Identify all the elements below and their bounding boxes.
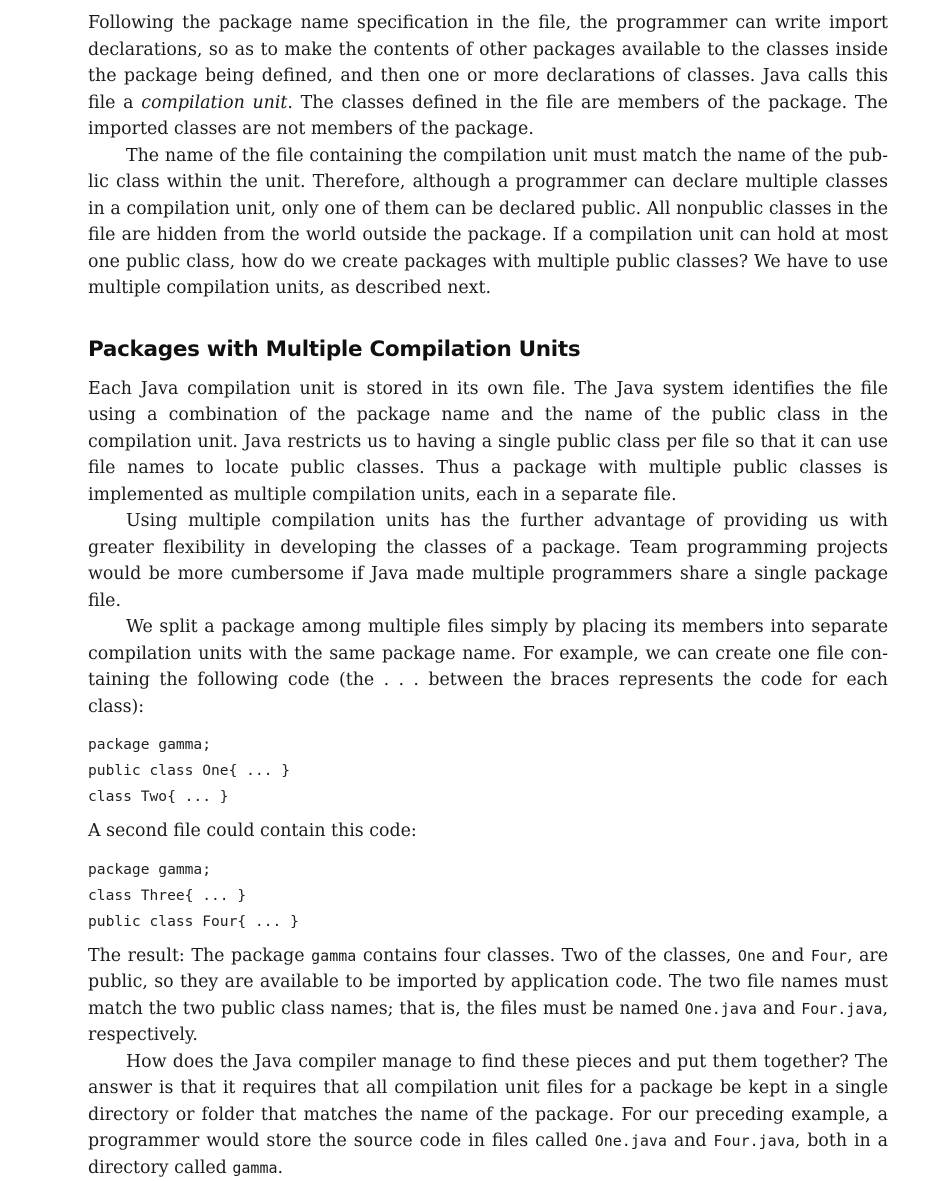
code-line: public class One{ ... } xyxy=(88,758,888,784)
paragraph-1-text: Following the package name specification in the file, the programmer can write import declarations, so as to make the contents of other packages available to the classes inside the package being defined, and then one or more declarations of classes. Java calls this file a xyxy=(88,13,888,113)
inline-code: One.java xyxy=(595,1132,667,1150)
code-line: package gamma; xyxy=(88,857,888,883)
text-run: contains four classes. Two of the classes, xyxy=(356,946,738,966)
code-line: class Two{ ... } xyxy=(88,784,888,810)
inline-code: One xyxy=(738,947,765,965)
inline-code: gamma xyxy=(232,1159,277,1177)
text-run: , are public, so they are available to be imported by application code. The two file names must match the two public class names; that is, the files must be named xyxy=(88,946,888,1019)
paragraph-6: A second file could contain this code: xyxy=(88,818,888,845)
inline-code: Four.java xyxy=(714,1132,795,1150)
inline-code: gamma xyxy=(311,947,356,965)
paragraph-4: Using multiple compilation units has the further advantage of providing us with greater flexibility in developing the classes of a package. Team programming projects would be more cumbersome if Java made multiple programmers share a single package file. xyxy=(88,508,888,614)
code-line: public class Four{ ... } xyxy=(88,909,888,935)
paragraph-3: Each Java compilation unit is stored in its own file. The Java system identifies the file using a combination of the package name and the name of the public class in the compilation unit. Java restricts us to having a single public class per file so that it can use file names to locate public classes. Thus a package with multiple public classes is implemented as multiple compilation units, each in a separate file. xyxy=(88,376,888,509)
paragraph-1 xyxy=(88,10,888,143)
text-run: and xyxy=(757,999,801,1019)
text-run: and xyxy=(667,1131,714,1151)
paragraph-7 xyxy=(88,943,888,1049)
code-line: package gamma; xyxy=(88,732,888,758)
text-run: , both in a directory called xyxy=(88,1131,888,1178)
text-run: and xyxy=(765,946,811,966)
inline-code: One.java xyxy=(685,1000,757,1018)
text-run: The result: The package xyxy=(88,946,311,966)
code-block-second xyxy=(88,857,888,935)
inline-code: Four xyxy=(811,947,847,965)
term-compilation-unit: compilation unit xyxy=(141,93,287,113)
section-heading: Packages with Multiple Compilation Units xyxy=(88,336,888,364)
paragraph-8 xyxy=(88,1049,888,1181)
text-run: , respectively. xyxy=(88,999,888,1046)
code-block-first xyxy=(88,732,888,810)
code-line: class Three{ ... } xyxy=(88,883,888,909)
inline-code: Four.java xyxy=(801,1000,882,1018)
text-run: . xyxy=(278,1158,284,1178)
text-run: How does the Java compiler manage to find these pieces and put them together? The answer is that it requires that all compilation unit files for a package be kept in a single directory or folder that matches the name of the package. For our preceding example, a programmer would store the source code in files called xyxy=(88,1052,888,1152)
paragraph-2: The name of the file containing the compilation unit must match the name of the public class within the unit. Therefore, although a programmer can declare multiple classes in a compilation unit, only one of them can be declared public. All nonpublic classes in the file are hidden from the world outside the package. If a compilation unit can hold at most one public class, how do we create packages with multiple public classes? We have to use multiple compilation units, as described next. xyxy=(88,143,888,302)
paragraph-5: We split a package among multiple files simply by placing its members into separate compilation units with the same package name. For example, we can create one file containing the following code (the . . . between the braces represents the code for each class): xyxy=(88,614,888,720)
paragraph-1-tail: . The classes defined in the file are members of the package. The imported classes are not members of the package. xyxy=(88,93,888,140)
